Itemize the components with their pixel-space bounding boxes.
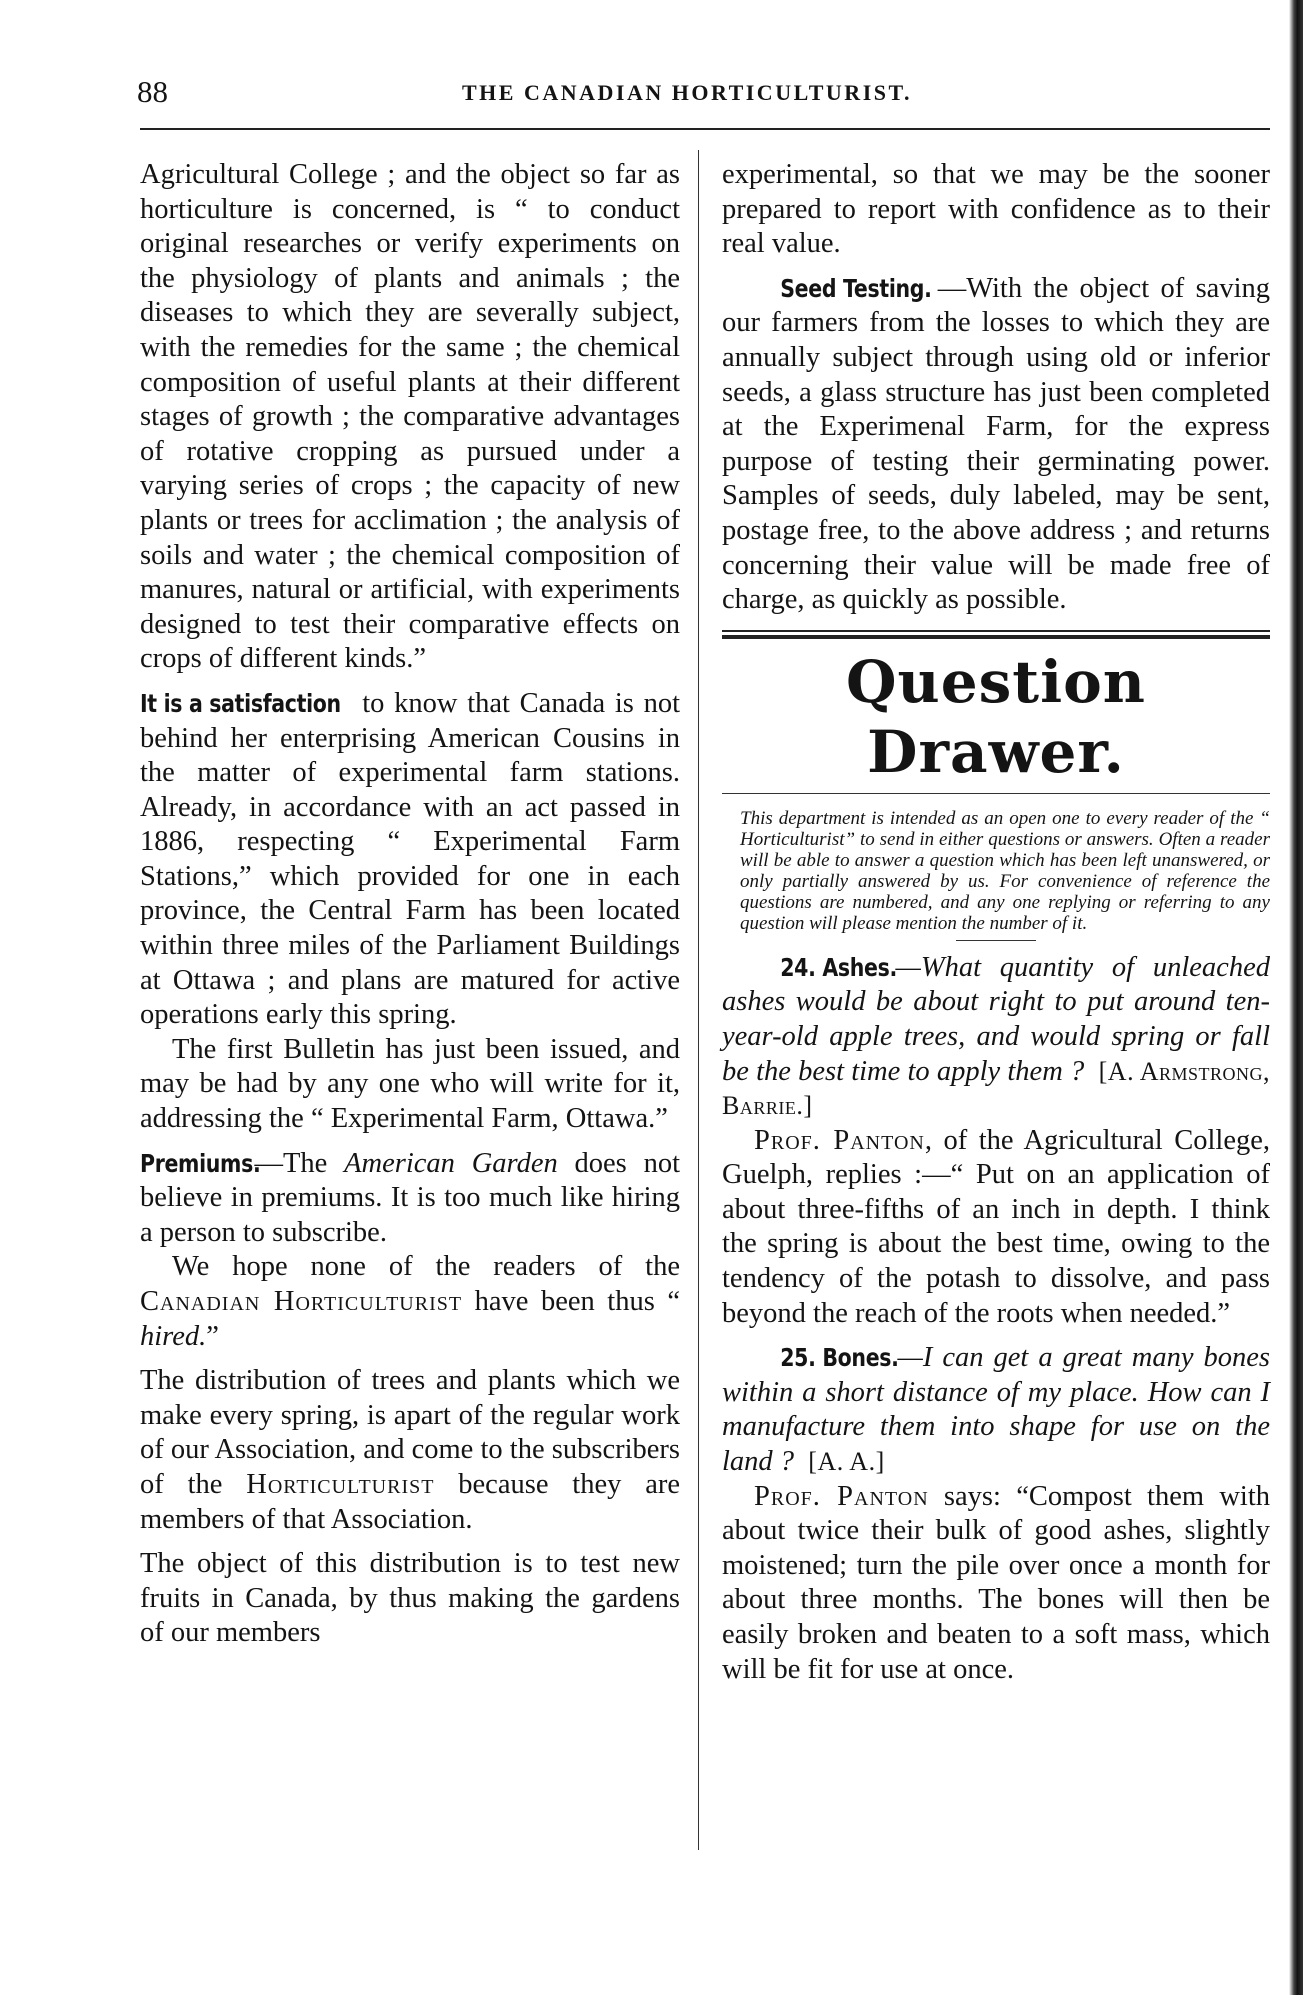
answer-author: Prof. Panton: [754, 1480, 929, 1512]
question-25: [722, 1341, 1270, 1479]
question-credit: [A. Armstrong, Barrie.]: [722, 1056, 1271, 1121]
answer-text: , of the Agricultural College, Guelph, replies :—“ Put on an application of about three-fifths of an inch in depth. I think the spring is about the best time, owing to the tendency of the potash to dissolve, and pass beyond the reach of the roots when needed.”: [722, 1124, 1270, 1329]
question-text: —I can get a great many bones within a short distance of my place. How can I manufacture them into shape for use on the land ?: [722, 1342, 1270, 1478]
paragraph: [140, 687, 680, 1033]
section-rule: [722, 630, 1270, 632]
paragraph: The first Bulletin has just been issued, and may be had by any one who will write for it, addressing the “ Experimental Farm, Ottawa.”: [140, 1033, 680, 1135]
answer-25: [722, 1480, 1270, 1688]
short-rule: [956, 940, 1036, 941]
paragraph-text: to know that Canada is not behind her enterprising American Cousins in the matter of experimental farm stations. Already, in accordance with an act passed in 1886, respecting “ Experimental Farm Stations,” which provided for one in each province, the Central Farm has been located within three miles of the Parliament Buildings at Ottawa ; and plans are matured for active operations early this spring.: [140, 687, 680, 1031]
section-rule: [722, 635, 1270, 639]
paragraph: [140, 1250, 680, 1354]
paragraph: [722, 272, 1270, 618]
paragraph: Agricultural College ; and the object so far as horticulture is concerned, is “ to conduct original researches or verify experiments on the physiology of plants and animals ; the diseases to which they are severally subject, with the remedies for the same ; the chemical composition of useful plants at their different stages of growth ; the comparative advantages of rotative cropping as pursued under a varying series of crops ; the capacity of new plants or trees for acclimation ; the analysis of soils and water ; the chemical composition of manures, natural or artificial, with experiments designed to test their comparative effects on crops of different kinds.”: [140, 159, 680, 675]
question-lead: 25. Bones.: [780, 1343, 899, 1373]
question-text: —What quantity of unleached ashes would be about right to put around ten-year-old apple trees, and would spring or fall be the best time to apply them ?: [722, 951, 1270, 1087]
question-credit: [A. A.]: [808, 1447, 885, 1477]
paragraph: The object of this distribution is to test new fruits in Canada, by thus making the gardens of our members: [140, 1548, 680, 1649]
paragraph-text: The distribution of trees and plants which we make every spring, is apart of the regular work of our Association, and come to the subscribers of the: [140, 1365, 680, 1500]
section-rule: [722, 793, 1270, 794]
emphasis: hired.: [140, 1320, 207, 1352]
paragraph-lead: Premiums.: [140, 1148, 261, 1178]
paragraph-text: does not believe in premiums. It is too much like hiring a person to subscribe.: [140, 1147, 680, 1248]
answer-author: Prof. Panton: [754, 1124, 925, 1156]
page-binding-edge: [1289, 0, 1303, 1995]
paragraph-lead: It is a satisfaction: [140, 688, 341, 718]
paragraph-text: —With the object of saving our farmers from the losses to which they are annually subject through using old or inferior seeds, a glass structure has just been completed at the Experimenal Farm, for the express purpose of testing their germinating power. Samples of seeds, duly labeled, may be sent, postage free, to the above address ; and returns concerning their value will be made free of charge, as quickly as possible.: [722, 272, 1270, 616]
paragraph-text: ”: [206, 1320, 219, 1352]
journal-name: Horticulturist: [246, 1468, 435, 1500]
page-number: 88: [137, 74, 168, 109]
left-column: [140, 158, 680, 1651]
journal-name: Canadian Horticulturist: [140, 1286, 463, 1317]
paragraph-text: have been thus “: [462, 1286, 680, 1317]
paragraph-text: because they are members of that Association.: [140, 1468, 680, 1535]
column-divider: [698, 150, 699, 1850]
question-24: [722, 951, 1270, 1124]
paragraph: [140, 1147, 680, 1251]
right-column: [722, 158, 1270, 1687]
publication-title: American Garden: [344, 1147, 558, 1179]
section-note: This department is intended as an open one to every reader of the “ Horticulturist” to send in either questions or answers. Often a reader will be able to answer a question which has been left unanswered, or only partially answered by us. For convenience of reference the questions are numbered, and any one replying or referring to any question will please mention the number of it.: [740, 807, 1270, 934]
paragraph-text: We hope none of the readers of the: [172, 1251, 680, 1283]
answer-text: says: “Compost them with about twice their bulk of good ashes, slightly moistened; turn the pile over once a month for about three months. The bones will then be easily broken and beaten to a soft mass, which will be fit for use at once.: [722, 1480, 1270, 1685]
running-title: THE CANADIAN HORTICULTURIST.: [462, 80, 913, 105]
paragraph-lead: Seed Testing.: [780, 273, 932, 303]
section-title: Question Drawer.: [846, 647, 1146, 786]
question-lead: 24. Ashes.: [780, 952, 897, 982]
paragraph: [140, 1364, 680, 1537]
paragraph: experimental, so that we may be the sooner prepared to report with confidence as to their real value.: [722, 159, 1270, 260]
paragraph-text: —The: [254, 1147, 345, 1179]
header-rule: [140, 128, 1270, 130]
answer-24: [722, 1124, 1270, 1332]
